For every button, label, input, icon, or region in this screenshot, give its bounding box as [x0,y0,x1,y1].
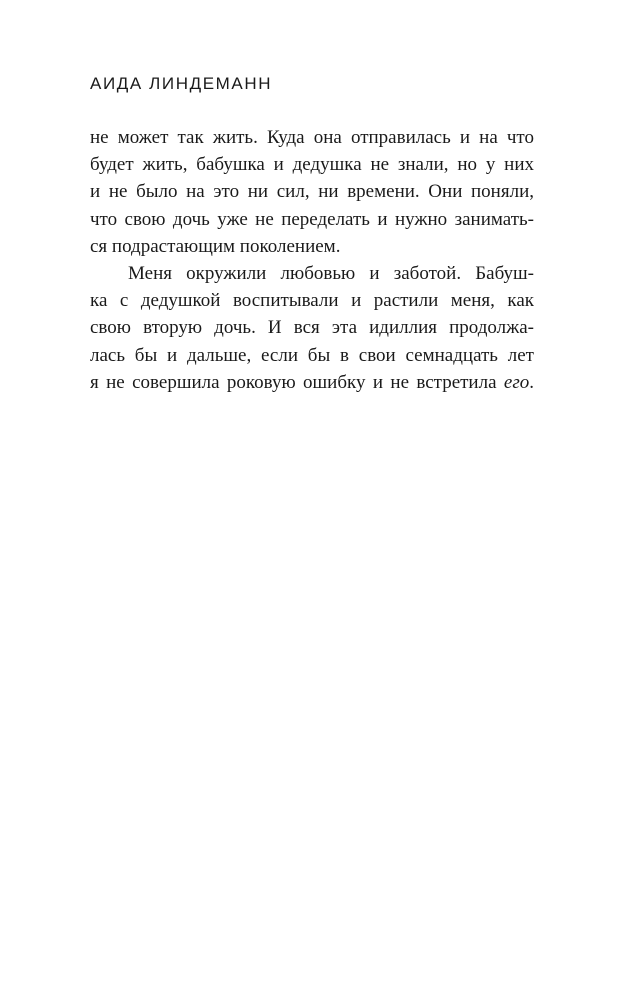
running-head: АИДА ЛИНДЕМАНН [90,74,273,93]
text-line: не может так жить. Куда она отправилась и на что [90,127,534,148]
text-run: я не совершила роковую ошибку и не встретила [90,371,504,393]
text-line-final [90,369,534,396]
body-text [90,124,534,396]
text-line: и не было на это ни сил, ни времени. Они поняли, [90,181,534,203]
paragraph-1 [90,124,534,260]
text-line: ся подрастающим поколением. [90,235,341,257]
text-run: . [529,371,534,393]
text-line: лась бы и дальше, если бы в свои семнадцать лет [90,344,534,366]
text-line: свою вторую дочь. И вся эта идиллия продолжа- [90,317,534,339]
text-line: Меня окружили любовью и заботой. Бабуш- [128,262,534,284]
paragraph-2 [90,260,534,396]
text-line: ка с дедушкой воспитывали и растили меня, как [90,290,534,312]
text-line: что свою дочь уже не переделать и нужно занимать- [90,208,534,230]
text-line: будет жить, бабушка и дедушка не знали, но у них [90,154,534,176]
italic-word: его [503,371,530,393]
